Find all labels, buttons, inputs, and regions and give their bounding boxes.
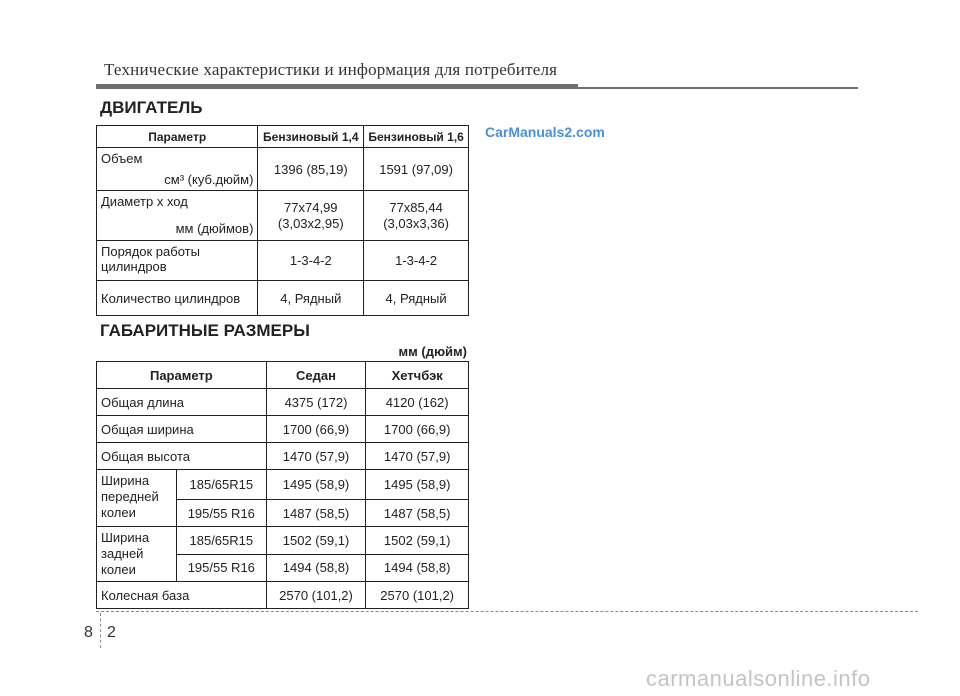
table-row xyxy=(97,281,469,316)
row-label-overall-width: Общая ширина xyxy=(97,416,267,443)
col-header-parameter: Параметр xyxy=(97,362,267,389)
row-label-cylinders: Количество цилиндров xyxy=(97,281,258,316)
engine-section-title: ДВИГАТЕЛЬ xyxy=(100,98,203,117)
cell-value: 77x85,44 (3,03x3,36) xyxy=(364,191,469,241)
cell-value: 1495 (58,9) xyxy=(266,470,366,500)
cell-value: 1470 (57,9) xyxy=(266,443,366,470)
cell-value: 1494 (58,8) xyxy=(366,554,469,582)
col-header-petrol-14: Бензиновый 1,4 xyxy=(258,126,364,148)
cell-value: 1495 (58,9) xyxy=(366,470,469,500)
cell-value: 1700 (66,9) xyxy=(266,416,366,443)
row-label-firing-order: Порядок работы цилиндров xyxy=(97,241,258,281)
cell-value: 1591 (97,09) xyxy=(364,148,469,191)
footer-divider xyxy=(96,611,918,612)
cell-value: 1487 (58,5) xyxy=(366,500,469,527)
col-header-petrol-16: Бензиновый 1,6 xyxy=(364,126,469,148)
row-unit: мм (дюймов) xyxy=(175,221,254,236)
table-row xyxy=(97,527,469,555)
row-unit: см³ (куб.дюйм) xyxy=(164,172,254,187)
table-row xyxy=(97,389,469,416)
page-number-divider xyxy=(100,613,101,648)
row-label-overall-length: Общая длина xyxy=(97,389,267,416)
row-label-overall-height: Общая высота xyxy=(97,443,267,470)
carmanuals-watermark: CarManuals2.com xyxy=(485,124,605,140)
dimensions-header-row xyxy=(97,362,469,389)
row-label: Объем xyxy=(101,151,143,166)
table-row xyxy=(97,191,469,241)
header-rule-thin xyxy=(578,87,858,89)
site-watermark: carmanualsonline.info xyxy=(646,666,871,691)
cell-value: 1494 (58,8) xyxy=(266,554,366,582)
cell-value: 4, Рядный xyxy=(364,281,469,316)
row-label-bore-stroke xyxy=(97,191,258,241)
cell-tire-size: 185/65R15 xyxy=(176,527,266,555)
table-row xyxy=(97,470,469,500)
cell-value: 1700 (66,9) xyxy=(366,416,469,443)
cell-value: 1470 (57,9) xyxy=(366,443,469,470)
cell-value: 1-3-4-2 xyxy=(364,241,469,281)
cell-value: 4, Рядный xyxy=(258,281,364,316)
cell-value: 1487 (58,5) xyxy=(266,500,366,527)
dimensions-section-title: ГАБАРИТНЫЕ РАЗМЕРЫ xyxy=(100,321,310,340)
table-row xyxy=(97,416,469,443)
table-row xyxy=(97,148,469,191)
cell-value: 77x74,99 (3,03x2,95) xyxy=(258,191,364,241)
cell-value: 1-3-4-2 xyxy=(258,241,364,281)
chapter-number: 8 xyxy=(84,624,93,641)
cell-value: 1396 (85,19) xyxy=(258,148,364,191)
cell-tire-size: 195/55 R16 xyxy=(176,500,266,527)
table-row xyxy=(97,443,469,470)
table-row xyxy=(97,241,469,281)
engine-table xyxy=(96,125,469,316)
col-header-hatchback: Хетчбэк xyxy=(366,362,469,389)
cell-tire-size: 185/65R15 xyxy=(176,470,266,500)
cell-tire-size: 195/55 R16 xyxy=(176,554,266,582)
dimensions-table xyxy=(96,361,469,609)
cell-value: 1502 (59,1) xyxy=(266,527,366,555)
row-label-rear-track: Ширина задней колеи xyxy=(97,527,177,582)
page-header-title: Технические характеристики и информация для потребителя xyxy=(104,60,558,79)
engine-header-row xyxy=(97,126,469,148)
col-header-parameter: Параметр xyxy=(97,126,258,148)
col-header-sedan: Седан xyxy=(266,362,366,389)
cell-value: 1502 (59,1) xyxy=(366,527,469,555)
table-row xyxy=(97,582,469,609)
cell-value: 2570 (101,2) xyxy=(366,582,469,609)
row-label-front-track: Ширина передней колеи xyxy=(97,470,177,527)
dimensions-units-label: мм (дюйм) xyxy=(398,344,467,359)
header-rule xyxy=(96,84,578,89)
row-label-displacement xyxy=(97,148,258,191)
row-label: Диаметр х ход xyxy=(101,194,188,209)
cell-value: 2570 (101,2) xyxy=(266,582,366,609)
cell-value: 4120 (162) xyxy=(366,389,469,416)
cell-value: 4375 (172) xyxy=(266,389,366,416)
page-number: 2 xyxy=(107,624,116,641)
row-label-wheelbase: Колесная база xyxy=(97,582,267,609)
